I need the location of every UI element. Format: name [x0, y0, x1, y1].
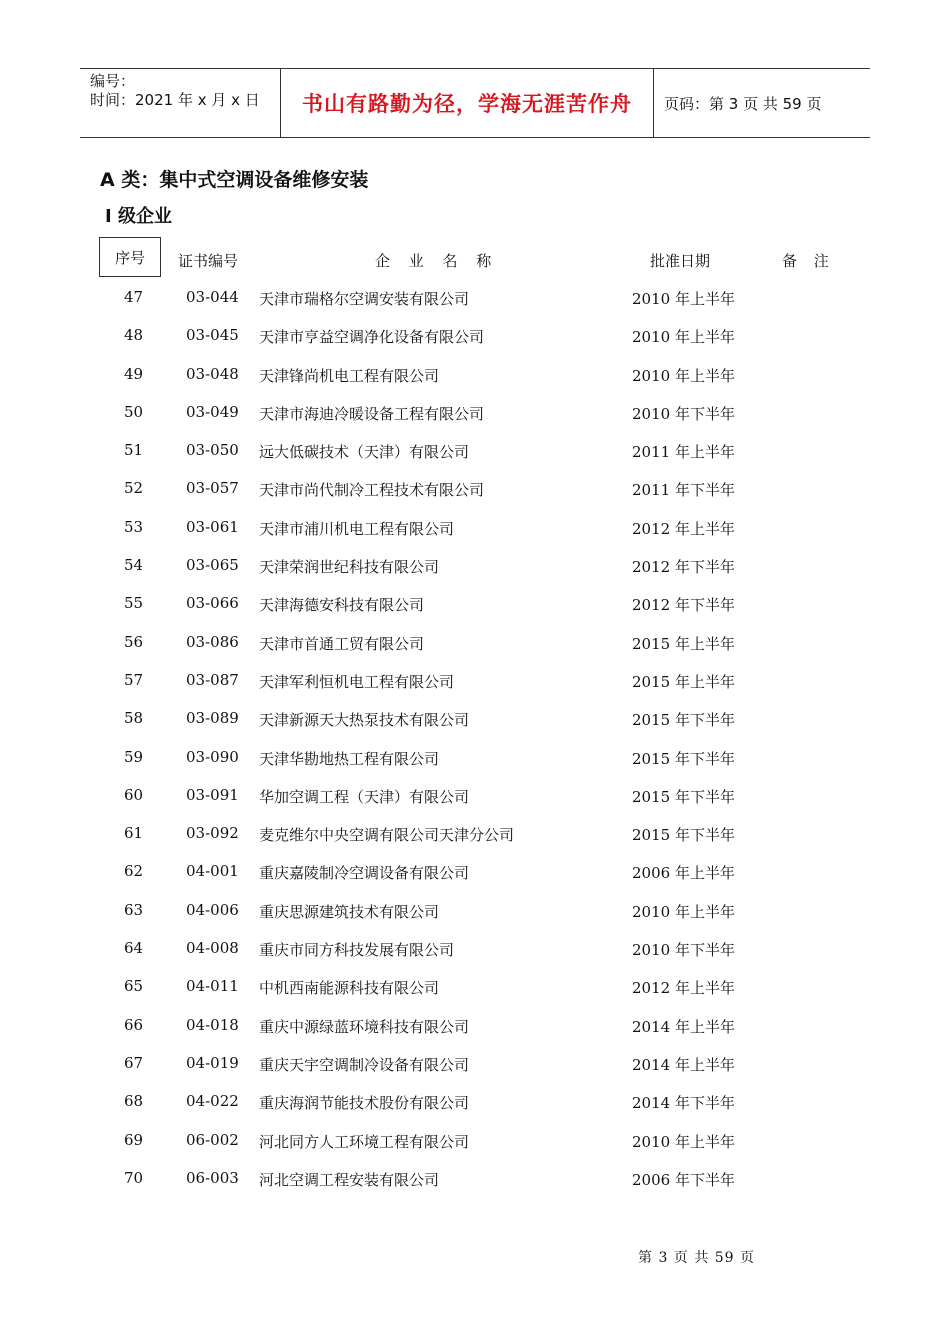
- row-cert-number: 06-002: [186, 1130, 239, 1149]
- row-approval-date: 2010 年上半年: [632, 290, 735, 308]
- table-row: [0, 439, 950, 477]
- row-approval-date: 2012 年下半年: [632, 596, 735, 615]
- row-approval-date: 2010 年下半年: [632, 404, 735, 423]
- row-seq: 47: [124, 288, 144, 306]
- table-row: [0, 860, 950, 898]
- table-row: [0, 707, 950, 745]
- row-approval-date: 2010 年上半年: [632, 366, 735, 385]
- row-company-name: 麦克维尔中央空调有限公司天津分公司: [259, 826, 515, 845]
- row-cert-number: 04-006: [186, 900, 239, 919]
- table-row: [0, 784, 950, 822]
- row-company-name: 天津海德安科技有限公司: [259, 596, 425, 615]
- column-header-cert: 证书编号: [178, 252, 239, 270]
- section-title: A 类：集中式空调设备维修安装: [100, 169, 369, 191]
- table-row: [0, 1167, 950, 1205]
- row-approval-date: 2015 年下半年: [632, 826, 735, 845]
- row-cert-number: 03-065: [186, 556, 239, 575]
- table-row: [0, 477, 950, 515]
- table-row: [0, 1129, 950, 1167]
- row-approval-date: 2015 年下半年: [632, 787, 735, 806]
- table-row: [0, 746, 950, 784]
- table-row: [0, 592, 950, 630]
- row-approval-date: 2015 年下半年: [632, 749, 735, 768]
- header-time: 时间：2021 年 x 月 x 日: [90, 91, 260, 109]
- row-seq: 54: [124, 556, 144, 575]
- row-company-name: 天津荣润世纪科技有限公司: [259, 558, 440, 577]
- row-company-name: 天津军利恒机电工程有限公司: [259, 672, 455, 691]
- column-header-note: 备 注: [782, 252, 829, 270]
- table-row: [0, 975, 950, 1013]
- table-row: [0, 899, 950, 937]
- table-row: [0, 1052, 950, 1090]
- header-meta: [80, 69, 281, 137]
- row-seq: 61: [124, 824, 144, 843]
- row-cert-number: 06-003: [186, 1168, 239, 1187]
- row-approval-date: 2012 年上半年: [632, 979, 735, 998]
- table-row: [0, 1090, 950, 1128]
- table-row: [0, 631, 950, 669]
- table-row: [0, 822, 950, 860]
- row-cert-number: 03-044: [186, 288, 239, 306]
- table-row: [0, 937, 950, 975]
- row-approval-date: 2010 年上半年: [632, 328, 735, 347]
- row-company-name: 天津市首通工贸有限公司: [259, 634, 425, 653]
- table-row: [0, 324, 950, 362]
- enterprise-table: [0, 286, 950, 1205]
- page-header: [80, 68, 870, 138]
- row-seq: 52: [124, 479, 144, 498]
- grade-title: Ⅰ 级企业: [105, 206, 172, 227]
- row-approval-date: 2011 年上半年: [632, 443, 735, 462]
- row-company-name: 重庆思源建筑技术有限公司: [259, 902, 440, 921]
- row-company-name: 重庆嘉陵制冷空调设备有限公司: [259, 864, 470, 883]
- row-seq: 55: [124, 594, 144, 613]
- row-seq: 63: [124, 900, 144, 919]
- row-approval-date: 2006 年上半年: [632, 864, 735, 883]
- row-approval-date: 2015 年上半年: [632, 672, 735, 691]
- row-company-name: 天津市尚代制冷工程技术有限公司: [259, 481, 485, 500]
- row-seq: 67: [124, 1053, 144, 1072]
- row-company-name: 天津市瑞格尔空调安装有限公司: [259, 290, 470, 308]
- row-cert-number: 03-045: [186, 326, 239, 345]
- row-company-name: 中机西南能源科技有限公司: [259, 979, 440, 998]
- row-seq: 70: [124, 1168, 144, 1187]
- row-cert-number: 03-087: [186, 670, 239, 689]
- row-cert-number: 04-022: [186, 1092, 239, 1111]
- row-cert-number: 04-018: [186, 1015, 239, 1034]
- row-approval-date: 2010 年上半年: [632, 902, 735, 921]
- row-company-name: 重庆市同方科技发展有限公司: [259, 941, 455, 960]
- row-cert-number: 03-048: [186, 364, 239, 383]
- row-cert-number: 03-061: [186, 517, 239, 536]
- row-approval-date: 2011 年下半年: [632, 481, 735, 500]
- table-row: [0, 401, 950, 439]
- row-approval-date: 2012 年下半年: [632, 558, 735, 577]
- row-approval-date: 2015 年上半年: [632, 634, 735, 653]
- row-company-name: 天津华勘地热工程有限公司: [259, 749, 440, 768]
- row-company-name: 远大低碳技术（天津）有限公司: [259, 443, 470, 462]
- row-seq: 68: [124, 1092, 144, 1111]
- row-seq: 56: [124, 632, 144, 651]
- header-motto: 书山有路勤为径，学海无涯苦作舟: [281, 69, 654, 137]
- row-company-name: 天津市海迪冷暖设备工程有限公司: [259, 404, 485, 423]
- row-seq: 65: [124, 977, 144, 996]
- row-cert-number: 03-092: [186, 824, 239, 843]
- row-approval-date: 2010 年下半年: [632, 941, 735, 960]
- row-cert-number: 04-019: [186, 1053, 239, 1072]
- row-cert-number: 04-001: [186, 862, 239, 881]
- header-number: 编号：: [90, 72, 136, 90]
- row-seq: 50: [124, 402, 144, 421]
- row-cert-number: 03-089: [186, 709, 239, 728]
- row-company-name: 天津锋尚机电工程有限公司: [259, 366, 440, 385]
- row-cert-number: 03-091: [186, 785, 239, 804]
- row-seq: 58: [124, 709, 144, 728]
- column-header-seq: 序号: [99, 237, 161, 277]
- row-approval-date: 2006 年下半年: [632, 1170, 735, 1189]
- row-seq: 53: [124, 517, 144, 536]
- row-company-name: 重庆天宇空调制冷设备有限公司: [259, 1055, 470, 1074]
- table-row: [0, 554, 950, 592]
- page-footer: 第 3 页 共 59 页: [638, 1250, 755, 1266]
- row-seq: 59: [124, 747, 144, 766]
- row-approval-date: 2014 年下半年: [632, 1094, 735, 1113]
- row-company-name: 天津市亨益空调净化设备有限公司: [259, 328, 485, 347]
- column-header-date: 批准日期: [650, 252, 711, 270]
- row-company-name: 河北空调工程安装有限公司: [259, 1170, 440, 1189]
- row-seq: 69: [124, 1130, 144, 1149]
- row-seq: 64: [124, 939, 144, 958]
- row-approval-date: 2014 年上半年: [632, 1017, 735, 1036]
- row-approval-date: 2015 年下半年: [632, 711, 735, 730]
- row-cert-number: 03-057: [186, 479, 239, 498]
- column-header-name: 企 业 名 称: [375, 252, 492, 270]
- row-seq: 48: [124, 326, 144, 345]
- row-company-name: 天津市浦川机电工程有限公司: [259, 519, 455, 538]
- table-row: [0, 1014, 950, 1052]
- table-row: [0, 669, 950, 707]
- row-cert-number: 04-011: [186, 977, 239, 996]
- row-seq: 57: [124, 670, 144, 689]
- row-cert-number: 03-066: [186, 594, 239, 613]
- row-company-name: 河北同方人工环境工程有限公司: [259, 1132, 470, 1151]
- row-cert-number: 03-049: [186, 402, 239, 421]
- row-company-name: 天津新源天大热泵技术有限公司: [259, 711, 470, 730]
- table-row: [0, 363, 950, 401]
- header-page-info: 页码：第 3 页 共 59 页: [664, 94, 822, 113]
- row-seq: 62: [124, 862, 144, 881]
- row-company-name: 重庆中源绿蓝环境科技有限公司: [259, 1017, 470, 1036]
- row-seq: 49: [124, 364, 144, 383]
- row-seq: 51: [124, 441, 144, 460]
- row-company-name: 华加空调工程（天津）有限公司: [259, 787, 470, 806]
- row-cert-number: 04-008: [186, 939, 239, 958]
- row-company-name: 重庆海润节能技术股份有限公司: [259, 1094, 470, 1113]
- row-cert-number: 03-050: [186, 441, 239, 460]
- row-cert-number: 03-086: [186, 632, 239, 651]
- row-approval-date: 2014 年上半年: [632, 1055, 735, 1074]
- row-approval-date: 2012 年上半年: [632, 519, 735, 538]
- row-seq: 60: [124, 785, 144, 804]
- table-row: [0, 286, 950, 324]
- row-seq: 66: [124, 1015, 144, 1034]
- row-cert-number: 03-090: [186, 747, 239, 766]
- row-approval-date: 2010 年上半年: [632, 1132, 735, 1151]
- table-row: [0, 516, 950, 554]
